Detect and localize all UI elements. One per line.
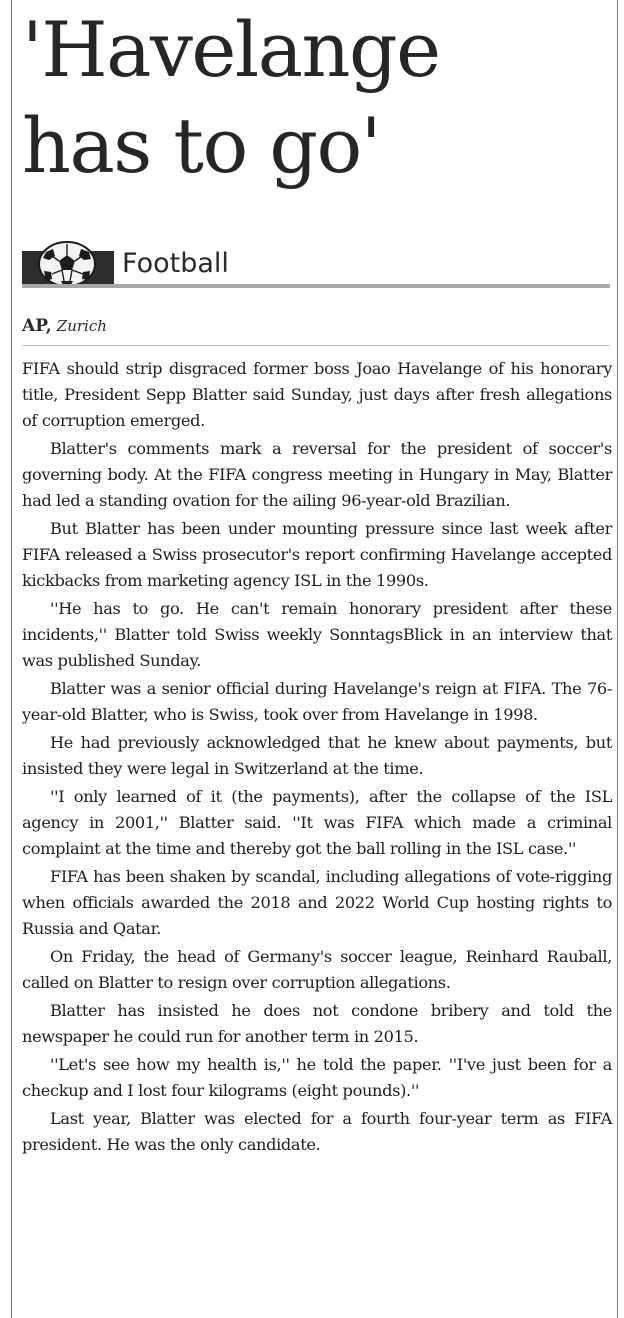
article-paragraph: Last year, Blatter was elected for a fourth four-year term as FIFA president. He was the only candidate. xyxy=(22,1109,612,1154)
headline xyxy=(22,2,612,194)
section-header xyxy=(22,238,610,290)
article-paragraph: FIFA has been shaken by scandal, including allegations of vote-rigging when officials awarded the 2018 and 2022 World Cup hosting rights to Russia and Qatar. xyxy=(22,867,612,938)
soccer-ball-icon xyxy=(36,241,98,287)
article-paragraph: Blatter's comments mark a reversal for the president of soccer's governing body. At the FIFA congress meeting in Hungary in May, Blatter had led a standing ovation for the ailing 96-year-old Brazilian. xyxy=(22,439,612,510)
section-underline xyxy=(22,284,610,288)
byline-divider xyxy=(22,345,610,346)
article-paragraph: On Friday, the head of Germany's soccer league, Reinhard Rauball, called on Blatter to resign over corruption allegations. xyxy=(22,947,612,992)
article-paragraph: FIFA should strip disgraced former boss Joao Havelange of his honorary title, President Sepp Blatter said Sunday, just days after fresh allegations of corruption emerged. xyxy=(22,359,612,430)
headline-line-1: 'Havelange xyxy=(22,5,440,94)
byline xyxy=(22,316,107,336)
article-paragraph: ''I only learned of it (the payments), after the collapse of the ISL agency in 2001,'' Blatter said. ''It was FIFA which made a criminal complaint at the time and thereby got the ball rolling in the ISL case.'' xyxy=(22,787,612,858)
article-paragraph: Blatter was a senior official during Havelange's reign at FIFA. The 76-year-old Blatter, who is Swiss, took over from Havelange in 1998. xyxy=(22,679,612,724)
article-paragraph: ''He has to go. He can't remain honorary president after these incidents,'' Blatter told Swiss weekly SonntagsBlick in an interview that was published Sunday. xyxy=(22,599,612,670)
article-body xyxy=(22,356,612,1160)
section-label: Football xyxy=(122,248,229,279)
article-paragraph: But Blatter has been under mounting pressure since last week after FIFA released a Swiss prosecutor's report confirming Havelange accepted kickbacks from marketing agency ISL in the 1990s. xyxy=(22,519,612,590)
byline-city: Zurich xyxy=(56,317,107,335)
headline-line-2: has to go' xyxy=(22,101,381,190)
byline-agency: AP, xyxy=(22,316,52,336)
column-rule-left xyxy=(11,0,12,1318)
column-rule-right xyxy=(617,0,618,1318)
article-paragraph: Blatter has insisted he does not condone bribery and told the newspaper he could run for another term in 2015. xyxy=(22,1001,612,1046)
article-paragraph: ''Let's see how my health is,'' he told the paper. ''I've just been for a checkup and I lost four kilograms (eight pounds).'' xyxy=(22,1055,612,1100)
article-paragraph: He had previously acknowledged that he knew about payments, but insisted they were legal in Switzerland at the time. xyxy=(22,733,612,778)
